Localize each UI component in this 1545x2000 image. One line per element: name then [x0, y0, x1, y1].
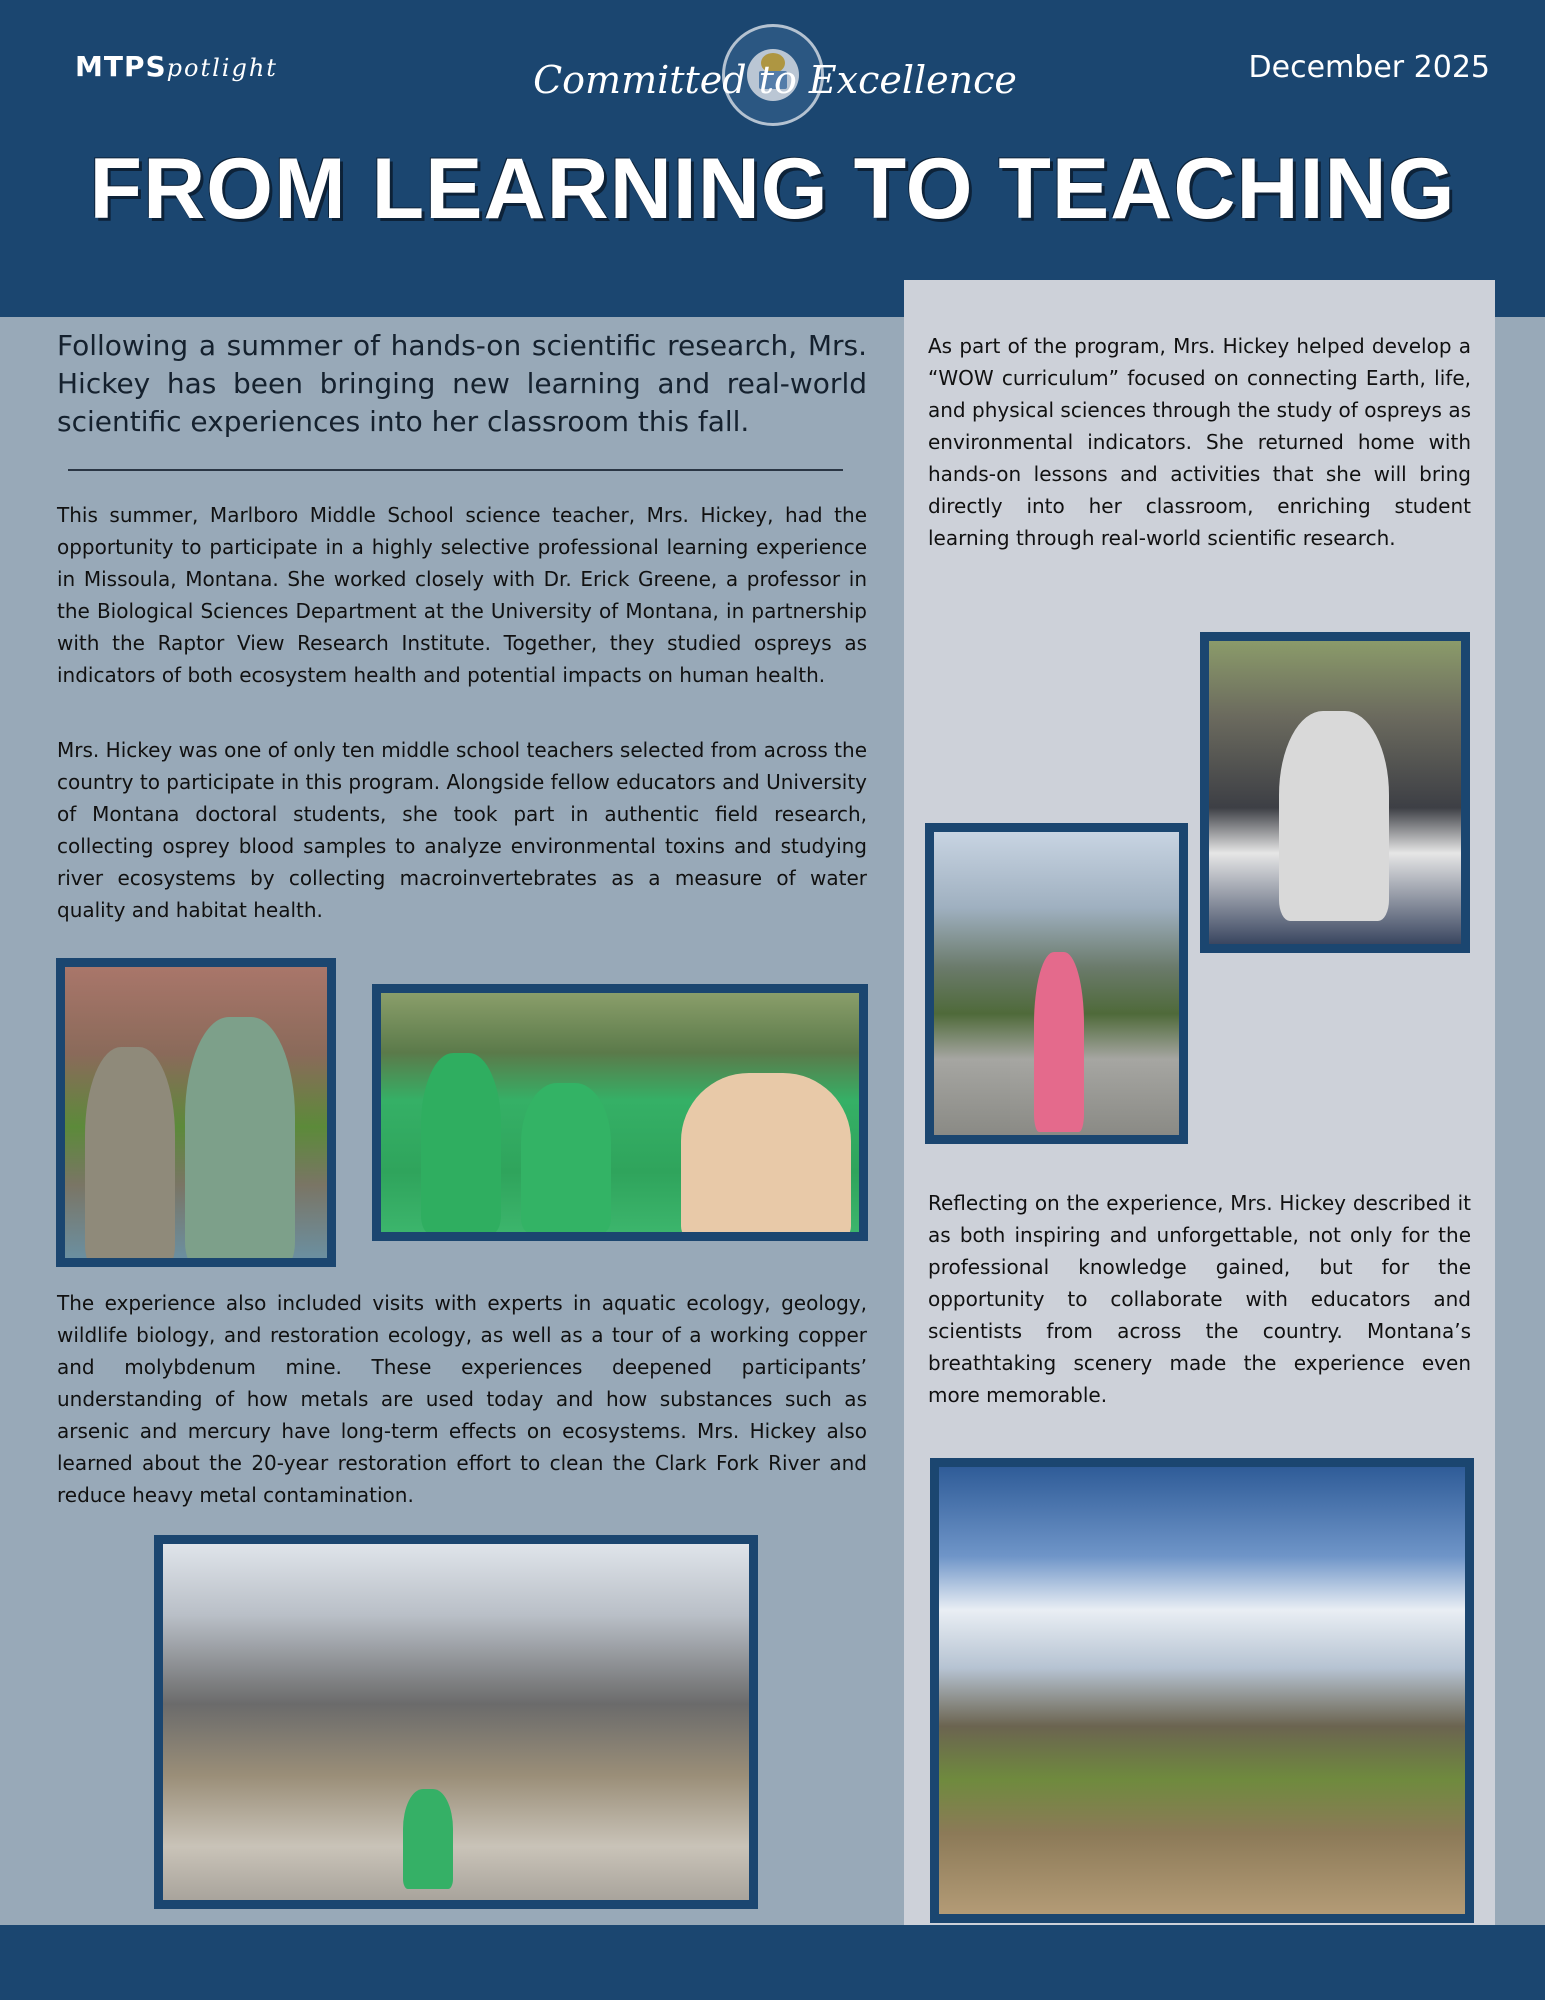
brand-script: potlight — [166, 54, 278, 82]
page-title: FROM LEARNING TO TEACHING — [89, 141, 1456, 237]
brand-bold: MTPS — [75, 50, 167, 83]
header-banner — [0, 0, 1545, 317]
body-paragraph-1: This summer, Marlboro Middle School science teacher, Mrs. Hickey, had the opportunity to participate in a highly selective professional learning experience in Missoula, Montana. She worked closely with Dr. Erick Greene, a professor in the Biological Sciences Department at the University of Montana, in partnership with the Raptor View Research Institute. Together, they studied ospreys as indicators of both ecosystem health and potential impacts on human health. — [57, 503, 867, 687]
body-paragraph-3: The experience also included visits with experts in aquatic ecology, geology, wildlife biology, and restoration ecology, as well as a tour of a working copper and molybdenum mine. These experiences deepened participants’ understanding of how metals are used today and how substances such as arsenic and mercury have long-term effects on ecosystems. Mrs. Hickey also learned about the 20-year restoration effort to clean the Clark Fork River and reduce heavy metal contamination. — [57, 1291, 867, 1507]
body-paragraph-2: Mrs. Hickey was one of only ten middle school teachers selected from across the country to participate in this program. Alongside fellow educators and University of Montana doctoral students, she took part in authentic field research, collecting osprey blood samples to analyze environmental toxins and studying river ecosystems by collecting macroinvertebrates as a measure of water quality and habitat health. — [57, 738, 867, 922]
photo-open-pit-lake — [930, 1458, 1474, 1923]
photo-teacher-group-selfie — [372, 984, 868, 1241]
footer-bar — [0, 1925, 1545, 2000]
newsletter-brand — [75, 50, 278, 83]
sidebar-paragraph-2: Reflecting on the experience, Mrs. Hickey described it as both inspiring and unforgettable, not only for the professional knowledge gained, but for the opportunity to collaborate with educators and scientists from across the country. Montana’s breathtaking scenery made the experience even more memorable. — [928, 1191, 1471, 1407]
photo-osprey-handling — [1200, 632, 1470, 953]
photo-mine-shovel-bucket — [154, 1535, 758, 1909]
sidebar-paragraph-1: As part of the program, Mrs. Hickey helped develop a “WOW curriculum” focused on connecting Earth, life, and physical sciences through the study of ospreys as environmental indicators. She returned home with hands-on lessons and activities that she will bring directly into her classroom, enriching student learning through real-world scientific research. — [928, 334, 1471, 550]
photo-teacher-with-professor — [56, 958, 336, 1267]
motto: Committed to Excellence — [533, 58, 1017, 102]
lead-paragraph: Following a summer of hands-on scientific research, Mrs. Hickey has been bringing new learning and real-world scientific experiences into her classroom this fall. — [57, 329, 867, 438]
divider — [68, 469, 843, 471]
issue-date: December 2025 — [1248, 50, 1490, 85]
photo-mountain-scenery — [925, 823, 1188, 1144]
